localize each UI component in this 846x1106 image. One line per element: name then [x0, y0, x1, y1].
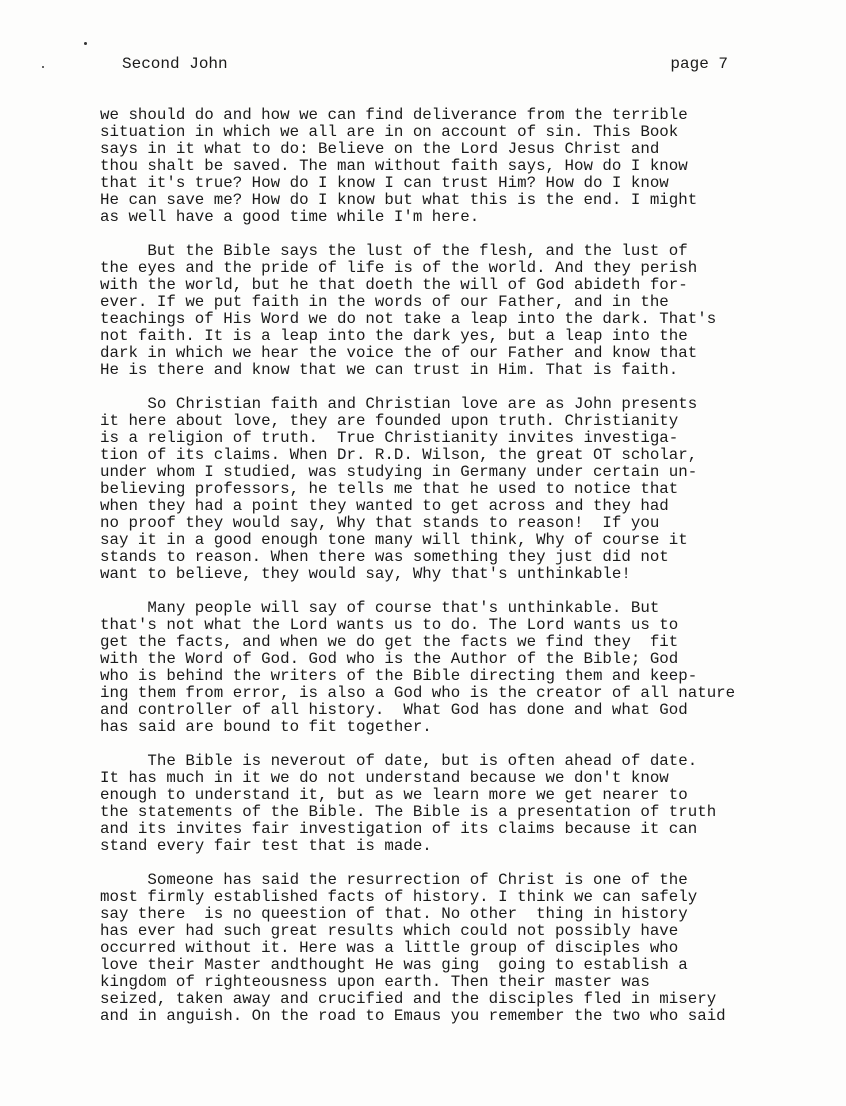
- text-line: kingdom of righteousness upon earth. Then their master was: [100, 973, 650, 991]
- text-line: not faith. It is a leap into the dark yes, but a leap into the: [100, 327, 688, 345]
- text-line: and controller of all history. What God has done and what God: [100, 701, 688, 719]
- text-line: say there is no queestion of that. No other thing in history: [100, 905, 688, 923]
- text-line: says in it what to do: Believe on the Lord Jesus Christ and: [100, 140, 660, 158]
- text-line: teachings of His Word we do not take a leap into the dark. That's: [100, 310, 717, 328]
- text-line: the eyes and the pride of life is of the world. And they perish: [100, 259, 698, 277]
- text-line: with the world, but he that doeth the will of God abideth for-: [100, 276, 688, 294]
- text-line: believing professors, he tells me that he used to notice that: [100, 480, 679, 498]
- text-line: we should do and how we can find deliverance from the terrible: [100, 106, 688, 124]
- text-line: no proof they would say, Why that stands to reason! If you: [100, 514, 660, 532]
- ink-speck: [42, 66, 44, 68]
- text-line: situation in which we all are in on account of sin. This Book: [100, 123, 679, 141]
- text-line: Many people will say of course that's unthinkable. But: [100, 599, 660, 617]
- text-line: want to believe, they would say, Why that's unthinkable!: [100, 565, 631, 583]
- text-line: it here about love, they are founded upon truth. Christianity: [100, 412, 679, 430]
- text-line: It has much in it we do not understand because we don't know: [100, 769, 669, 787]
- text-line: ing them from error, is also a God who is the creator of all nature: [100, 684, 736, 702]
- text-line: get the facts, and when we do get the facts we find they fit: [100, 633, 679, 651]
- paragraph: [100, 107, 800, 226]
- text-line: that it's true? How do I know I can trust Him? How do I know: [100, 174, 669, 192]
- text-line: who is behind the writers of the Bible directing them and keep-: [100, 667, 698, 685]
- text-line: stands to reason. When there was something they just did not: [100, 548, 669, 566]
- text-line: dark in which we hear the voice the of our Father and know that: [100, 344, 698, 362]
- text-line: under whom I studied, was studying in Germany under certain un-: [100, 463, 698, 481]
- text-line: seized, taken away and crucified and the disciples fled in misery: [100, 990, 717, 1008]
- text-line: and in anguish. On the road to Emaus you remember the two who said: [100, 1007, 726, 1025]
- text-line: He can save me? How do I know but what this is the end. I might: [100, 191, 698, 209]
- text-line: But the Bible says the lust of the flesh, and the lust of: [100, 242, 688, 260]
- text-line: love their Master andthought He was ging going to establish a: [100, 956, 688, 974]
- page-number: page 7: [670, 55, 728, 73]
- text-line: stand every fair test that is made.: [100, 837, 432, 855]
- paragraph: [100, 396, 800, 583]
- text-line: has ever had such great results which could not possibly have: [100, 922, 679, 940]
- text-line: The Bible is neverout of date, but is often ahead of date.: [100, 752, 698, 770]
- text-line: with the Word of God. God who is the Author of the Bible; God: [100, 650, 679, 668]
- ink-speck: [84, 42, 87, 45]
- text-line: enough to understand it, but as we learn more we get nearer to: [100, 786, 688, 804]
- text-line: and its invites fair investigation of its claims because it can: [100, 820, 698, 838]
- text-line: is a religion of truth. True Christianity invites investiga-: [100, 429, 679, 447]
- text-line: He is there and know that we can trust in Him. That is faith.: [100, 361, 679, 379]
- text-line: say it in a good enough tone many will think, Why of course it: [100, 531, 688, 549]
- text-line: has said are bound to fit together.: [100, 718, 432, 736]
- text-line: So Christian faith and Christian love are as John presents: [100, 395, 698, 413]
- paragraph: [100, 872, 800, 1025]
- document-title: Second John: [122, 55, 228, 73]
- text-line: ever. If we put faith in the words of our Father, and in the: [100, 293, 669, 311]
- text-line: when they had a point they wanted to get across and they had: [100, 497, 669, 515]
- paragraph: [100, 600, 800, 736]
- text-line: Someone has said the resurrection of Christ is one of the: [100, 871, 688, 889]
- text-line: most firmly established facts of history. I think we can safely: [100, 888, 698, 906]
- text-line: the statements of the Bible. The Bible is a presentation of truth: [100, 803, 717, 821]
- paragraph: [100, 243, 800, 379]
- text-line: tion of its claims. When Dr. R.D. Wilson, the great OT scholar,: [100, 446, 698, 464]
- paragraph: [100, 753, 800, 855]
- text-line: thou shalt be saved. The man without faith says, How do I know: [100, 157, 688, 175]
- text-line: that's not what the Lord wants us to do. The Lord wants us to: [100, 616, 679, 634]
- page-header: [122, 55, 728, 79]
- text-line: as well have a good time while I'm here.: [100, 208, 480, 226]
- text-line: occurred without it. Here was a little group of disciples who: [100, 939, 679, 957]
- body-text: [100, 107, 800, 1042]
